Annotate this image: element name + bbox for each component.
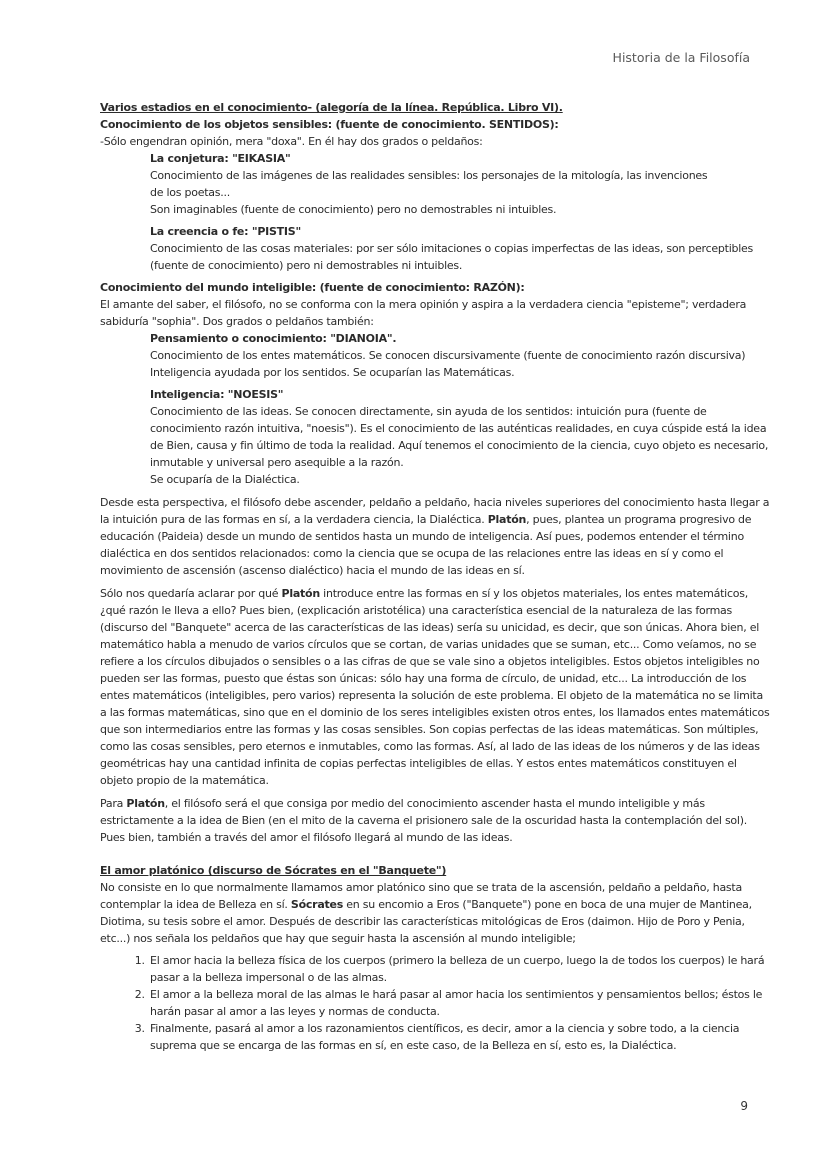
eikasia-block [100,150,770,218]
section-title-line-allegory: Varios estadios en el conocimiento- (alegoría de la línea. República. Libro VI). [100,101,563,114]
page-header: Historia de la Filosofía [612,50,750,65]
paragraph-philosopher: Para Platón, el filósofo será el que consiga por medio del conocimiento ascender hasta el mundo inteligible y más estrictamente a la idea de Bien (en el mito de la caverna el prisionero sale de la oscuridad hasta la contemplación del sol). Pues bien, también a través del amor el filósofo llegará al mundo de las ideas. [100,797,747,844]
list-item: 3. Finalmente, pasará al amor a los razonamientos científicos, es decir, amor a la ciencia y sobre todo, a la ciencia suprema que se encarga de las formas en sí, en este caso, de la Belleza en sí, esto es, la Dialéctica. [148,1020,770,1054]
sensible-knowledge-heading: Conocimiento de los objetos sensibles: (fuente de conocimiento. SENTIDOS): [100,118,559,131]
sensible-intro: -Sólo engendran opinión, mera "doxa". En él hay dos grados o peldaños: [100,135,483,148]
page-number: 9 [740,1099,748,1113]
dianoia-line-2: Inteligencia ayudada por los sentidos. Se ocuparían las Matemáticas. [150,366,515,379]
pistis-block [100,223,770,274]
dianoia-title: Pensamiento o conocimiento: "DIANOIA". [150,332,397,345]
paragraph-platonic-love: No consiste en lo que normalmente llamamos amor platónico sino que se trata de la ascensión, peldaño a peldaño, hasta contemplar la idea de Belleza en sí. Sócrates en su encomio a Eros ("Banquete") pone en boca de una mujer de Mantinea, Diotima, su tesis sobre el amor. Después de describir las características mitológicas de Eros (daimon. Hijo de Poro y Penia, etc...) nos señala los peldaños que hay que seguir hasta la ascensión al mundo inteligible; [100,881,752,945]
pistis-text: Conocimiento de las cosas materiales: por ser sólo imitaciones o copias imperfectas de las ideas, son perceptibles (fuente de conocimiento) pero ni demostrables ni intuibles. [150,242,754,272]
intelligible-intro: El amante del saber, el filósofo, no se conforma con la mera opinión y aspira a la verdadera ciencia "episteme"; verdadera sabiduría "sophia". Dos grados o peldaños también: [100,298,747,328]
paragraph-dialectic: Desde esta perspectiva, el filósofo debe ascender, peldaño a peldaño, hacia niveles superiores del conocimiento hasta llegar a la intuición pura de las formas en sí, a la verdadera ciencia, la Dialéctica. Platón, pues, plantea un programa progresivo de educación (Paideia) desde un mundo de sentidos hasta un mundo de inteligencia. Así pues, podemos entender el término dialéctica en dos sentidos relacionados: como la ciencia que se ocupa de las relaciones entre las ideas en sí y como el movimiento de ascensión (ascenso dialéctico) hacia el mundo de las ideas en sí. [100,496,770,577]
plato-name: Platón [487,513,527,526]
plato-name: Platón [126,797,165,810]
eikasia-line-3: Son imaginables (fuente de conocimiento) pero no demostrables ni intuibles. [150,203,557,216]
plato-name: Platón [281,587,320,600]
paragraph-mathematical-entities: Sólo nos quedaría aclarar por qué Platón introduce entre las formas en sí y los objetos materiales, los entes matemáticos, ¿qué razón le lleva a ello? Pues bien, (explicación aristotélica) una característica esencial de la naturaleza de las formas (discurso del "Banquete" acerca de las características de las ideas) sería su unicidad, es decir, que son únicas. Ahora bien, el matemático habla a menudo de varios círculos que se cortan, de varias unidades que se suman, etc... Como veíamos, no se refiere a los círculos dibujados o sensibles o a las cifras de que se vale sino a objetos inteligibles. Estos objetos inteligibles no pueden ser las formas, puesto que éstas son únicas: sólo hay una forma de círculo, de unidad, etc... La introducción de los entes matemáticos (inteligibles, pero varios) representa la solución de este problema. El objeto de la matemática no se limita a las formas matemáticas, sino que en el dominio de los seres inteligibles existen otros entes, los llamados entes matemáticos que son intermediarios entre las formas y las cosas sensibles. Son copias perfectas de las ideas matemáticas. Son múltiples, como las cosas sensibles, pero eternos e inmutables, como las formas. Así, al lado de las ideas de los números y de las ideas geométricas hay una cantidad infinita de copias perfectas inteligibles de ellas. Y estos entes matemáticos constituyen el objeto propio de la matemática. [100,587,770,787]
dianoia-block [100,330,770,381]
eikasia-title: La conjetura: "EIKASIA" [150,152,291,165]
noesis-text: Conocimiento de las ideas. Se conocen directamente, sin ayuda de los sentidos: intuición pura (fuente de conocimiento razón intuitiva, "noesis"). Es el conocimiento de las auténticas realidades, en cuya cúspide está la idea de Bien, causa y fin último de toda la realidad. Aquí tenemos el conocimiento de la ciencia, cuyo objeto es necesario, inmutable y universal pero asequible a la razón. [150,405,769,469]
list-item: 1. El amor hacia la belleza física de los cuerpos (primero la belleza de un cuerpo, luego la de todos los cuerpos) le hará pasar a la belleza impersonal o de las almas. [148,952,770,986]
eikasia-line-1: Conocimiento de las imágenes de las realidades sensibles: los personajes de la mitología, las invenciones [150,169,708,182]
dianoia-line-1: Conocimiento de los entes matemáticos. Se conocen discursivamente (fuente de conocimiento razón discursiva) [150,349,746,362]
love-steps-list [100,952,770,1054]
page-content [100,99,770,1054]
list-item: 2. El amor a la belleza moral de las almas le hará pasar al amor hacia los sentimientos y pensamientos bellos; éstos le harán pasar al amor a las leyes y normas de conducta. [148,986,770,1020]
intelligible-knowledge-heading: Conocimiento del mundo inteligible: (fuente de conocimiento: RAZÓN): [100,281,525,294]
noesis-title: Inteligencia: "NOESIS" [150,388,284,401]
eikasia-line-2: de los poetas... [150,186,231,199]
socrates-name: Sócrates [290,898,344,911]
noesis-block [100,386,770,488]
pistis-title: La creencia o fe: "PISTIS" [150,225,301,238]
noesis-last: Se ocuparía de la Dialéctica. [150,473,300,486]
section-title-platonic-love: El amor platónico (discurso de Sócrates en el "Banquete") [100,864,447,877]
